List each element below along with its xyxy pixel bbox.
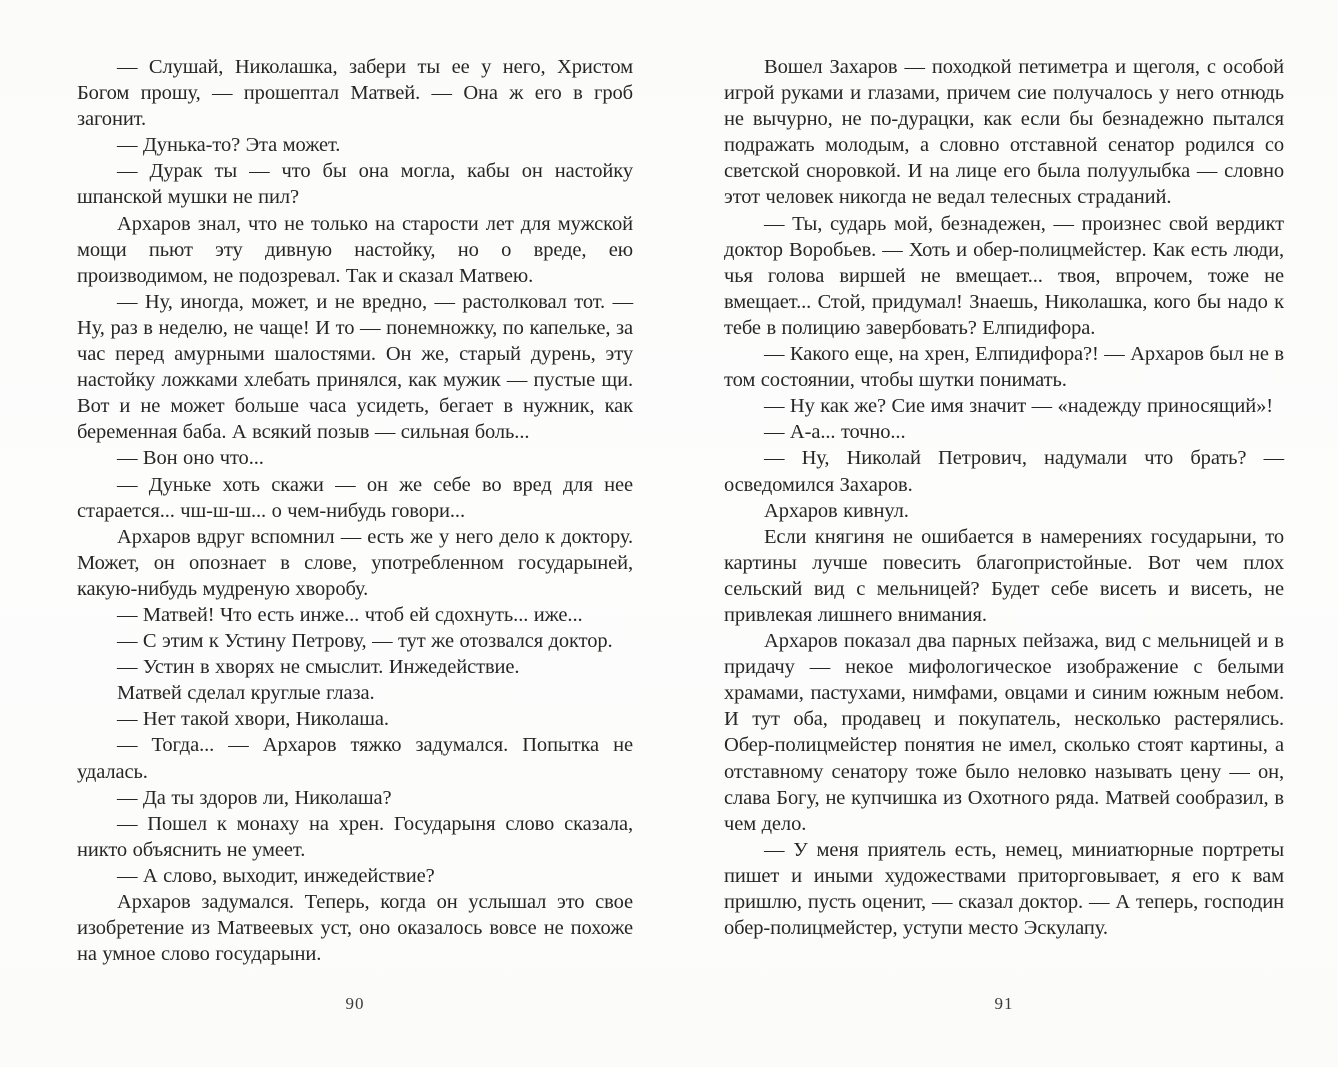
page-number-right: 91 bbox=[994, 994, 1014, 1013]
paragraph: — Ты, сударь мой, безнадежен, — произнес свой вердикт доктор Воробьев. — Хоть и обер-полицмейстер. Как есть люди, чья голова виршей не вмещает... твоя, впрочем, тоже не вмещает... Стой, придумал! Знаешь, Николашка, кого бы надо к тебе в полицию завербовать? Елпидифора. bbox=[724, 212, 1284, 339]
paragraph: — Какого еще, на хрен, Елпидифора?! — Архаров был не в том состоянии, чтобы шутки понимать. bbox=[724, 343, 1284, 392]
paragraph: — Дуньке хоть скажи — он же себе во вред для нее старается... чш-ш-ш... о чем-нибудь говори... bbox=[77, 473, 633, 522]
book-page-right bbox=[724, 54, 1284, 1013]
paragraph: Архаров кивнул. bbox=[764, 499, 909, 522]
paragraph: — У меня приятель есть, немец, миниатюрные портреты пишет и иными художествами приторговывает, я его к вам пришлю, пусть оценит, — сказал доктор. — А теперь, господин обер-полицмейстер, уступи место Эскулапу. bbox=[724, 838, 1284, 940]
paragraph: — Устин в хворях не смыслит. Инжедействие. bbox=[117, 656, 520, 679]
paragraph: — Ну как же? Сие имя значит — «надежду приносящий»! bbox=[764, 395, 1274, 418]
page-number-left: 90 bbox=[345, 994, 365, 1013]
paragraph: — Ну, Николай Петрович, надумали что брать? — осведомился Захаров. bbox=[724, 447, 1284, 496]
page-text-left bbox=[77, 54, 633, 967]
paragraph: — Дурак ты — что бы она могла, кабы он настойку шпанской мушки не пил? bbox=[77, 160, 633, 209]
paragraph: — Ну, иногда, может, и не вредно, — растолковал тот. — Ну, раз в неделю, не чаще! И то — понемножку, по капельке, за час перед амурными шалостями. Он же, старый дурень, эту настойку ложками хлебать принялся, как мужик — пустые щи. Вот и не может больше часа усидеть, бегает в нужник, как беременная баба. А всякий позыв — сильная боль... bbox=[77, 290, 633, 444]
paragraph: Архаров показал два парных пейзажа, вид с мельницей и в придачу — некое мифологическое изображение с белыми храмами, пастухами, нимфами, овцами и синим южным небом. И тут оба, продавец и покупатель, несколько растерялись. Обер-полицмейстер понятия не имел, сколько стоят картины, а отставному сенатору тоже было неловко называть цену — он, слава Богу, не купчишка из Охотного ряда. Матвей сообразил, в чем дело. bbox=[724, 630, 1284, 835]
paragraph: — С этим к Устину Петрову, — тут же отозвался доктор. bbox=[117, 630, 613, 653]
paragraph: Матвей сделал круглые глаза. bbox=[117, 682, 375, 705]
paragraph: — А слово, выходит, инжедействие? bbox=[117, 864, 435, 887]
paragraph: — Тогда... — Архаров тяжко задумался. Попытка не удалась. bbox=[77, 734, 633, 783]
paragraph: — А-а... точно... bbox=[764, 421, 906, 444]
paragraph: Архаров вдруг вспомнил — есть же у него дело к доктору. Может, он опознает в слове, употребленном государыней, какую-нибудь мудреную хворобу. bbox=[77, 525, 633, 600]
paragraph: — Вон оно что... bbox=[117, 447, 264, 470]
paragraph: — Да ты здоров ли, Николаша? bbox=[117, 786, 392, 809]
paragraph: — Дунька-то? Эта может. bbox=[117, 134, 341, 157]
paragraph: Архаров знал, что не только на старости лет для мужской мощи пьют эту дивную настойку, но о вреде, ею производимом, не подозревал. Так и сказал Матвею. bbox=[77, 212, 633, 287]
paragraph: — Пошел к монаху на хрен. Государыня слово сказала, никто объяснить не умеет. bbox=[77, 812, 633, 861]
paragraph: Архаров задумался. Теперь, когда он услышал это свое изобретение из Матвеевых уст, оно оказалось вовсе не похоже на умное слово государыни. bbox=[77, 891, 633, 966]
paragraph: Если княгиня не ошибается в намерениях государыни, то картины лучше повесить благопристойные. Вот чем плох сельский вид с мельницей? Будет себе висеть и висеть, не привлекая лишнего внимания. bbox=[724, 525, 1284, 626]
paragraph: — Слушай, Николашка, забери ты ее у него, Христом Богом прошу, — прошептал Матвей. — Она ж его в гроб загонит. bbox=[77, 56, 633, 131]
page-text-right bbox=[724, 54, 1284, 941]
book-page-left bbox=[77, 54, 633, 1013]
paragraph: — Матвей! Что есть инже... чтоб ей сдохнуть... иже... bbox=[117, 603, 583, 626]
paragraph: Вошел Захаров — походкой петиметра и щеголя, с особой игрой руками и глазами, причем сие получалось у него отнюдь не вычурно, не по-дурацки, как если бы безнадежно пытался подражать молодым, а словно отставной сенатор родился со светской сноровкой. И на лице его была полуулыбка — словно этот человек никогда не ведал телесных страданий. bbox=[724, 56, 1284, 209]
paragraph: — Нет такой хвори, Николаша. bbox=[117, 708, 389, 731]
